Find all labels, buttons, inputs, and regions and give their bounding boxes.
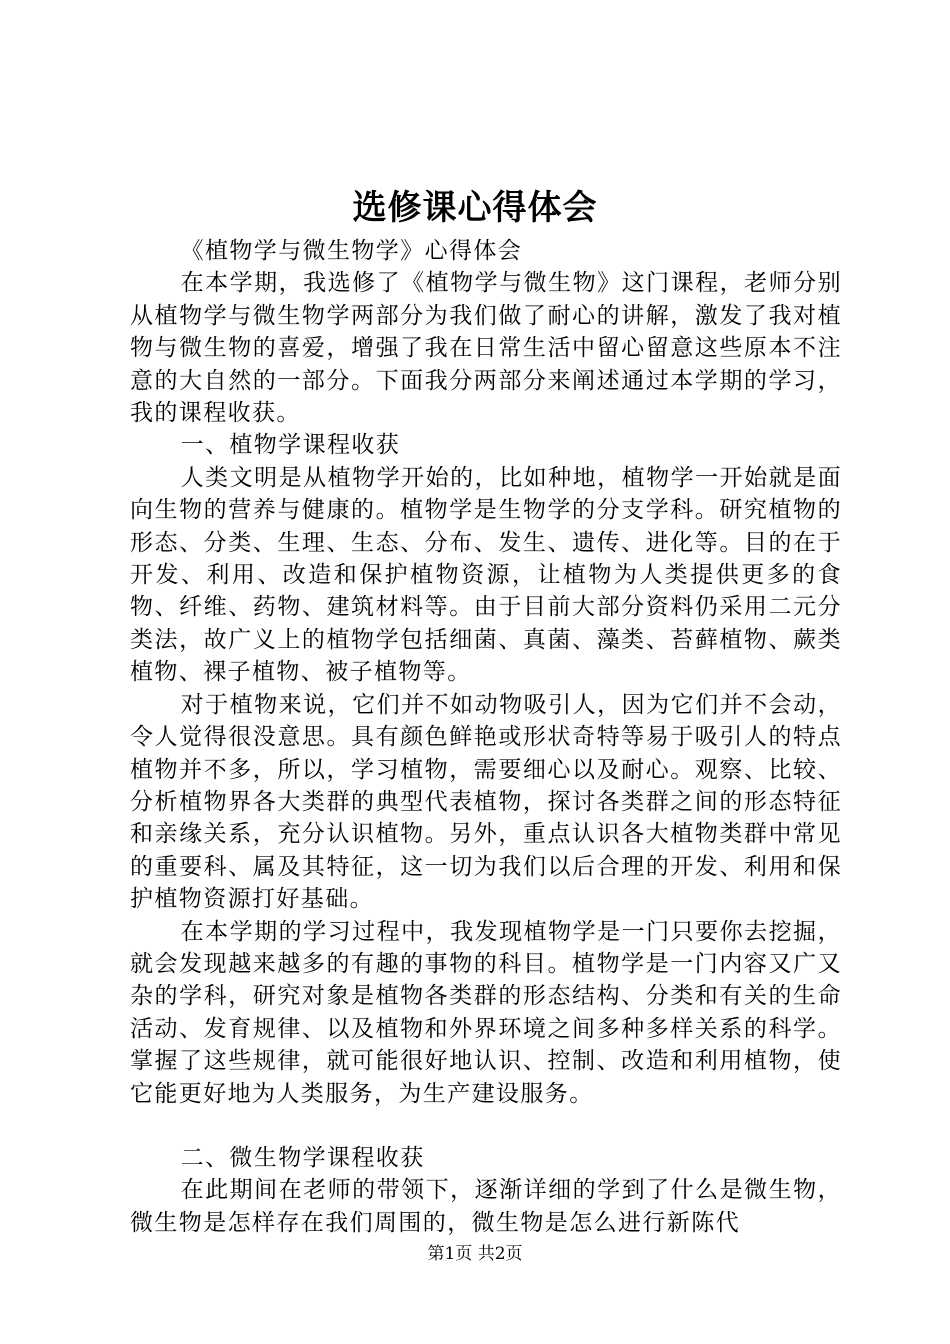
section-heading-botany: 一、植物学课程收获 (180, 432, 401, 459)
body-paragraph: 在此期间在老师的带领下，逐渐详细的学到了什么是微生物，微生物是怎样存在我们周围的，微生物是怎么进行新陈代 (130, 1177, 842, 1236)
page-number: 第1页 共2页 (427, 1244, 523, 1264)
subtitle-paragraph: 《植物学与微生物学》心得体会 (180, 238, 523, 264)
document-title: 选修课心得体会 (352, 188, 598, 228)
body-paragraph: 在本学期的学习过程中，我发现植物学是一门只要你去挖掘，就会发现越来越多的有趣的事物的科目。植物学是一门内容又广又杂的学科，研究对象是植物各类群的形态结构、分类和有关的生命活动、发育规律、以及植物和外界环境之间多种多样关系的科学。掌握了这些规律，就可能很好地认识、控制、改造和利用植物，使它能更好地为人类服务，为生产建设服务。 (130, 918, 842, 1107)
document-body (130, 235, 842, 1239)
body-paragraph: 人类文明是从植物学开始的，比如种地，植物学一开始就是面向生物的营养与健康的。植物学是生物学的分支学科。研究植物的形态、分类、生理、生态、分布、发生、遗传、进化等。目的在于开发、利用、改造和保护植物资源，让植物为人类提供更多的食物、纤维、药物、建筑材料等。由于目前大部分资料仍采用二元分类法，故广义上的植物学包括细菌、真菌、藻类、苔藓植物、蕨类植物、裸子植物、被子植物等。 (130, 464, 842, 686)
body-paragraph: 对于植物来说，它们并不如动物吸引人，因为它们并不会动，令人觉得很没意思。具有颜色鲜艳或形状奇特等易于吸引人的特点植物并不多，所以，学习植物，需要细心以及耐心。观察、比较、分析植物界各大类群的典型代表植物，探讨各类群之间的形态特征和亲缘关系，充分认识植物。另外，重点认识各大植物类群中常见的重要科、属及其特征，这一切为我们以后合理的开发、利用和保护植物资源打好基础。 (130, 691, 842, 913)
intro-paragraph: 在本学期，我选修了《植物学与微生物》这门课程，老师分别从植物学与微生物学两部分为我们做了耐心的讲解，激发了我对植物与微生物的喜爱，增强了我在日常生活中留心留意这些原本不注意的大自然的一部分。下面我分两部分来阐述通过本学期的学习，我的课程收获。 (130, 270, 842, 427)
section-heading-microbiology: 二、微生物学课程收获 (180, 1144, 425, 1171)
